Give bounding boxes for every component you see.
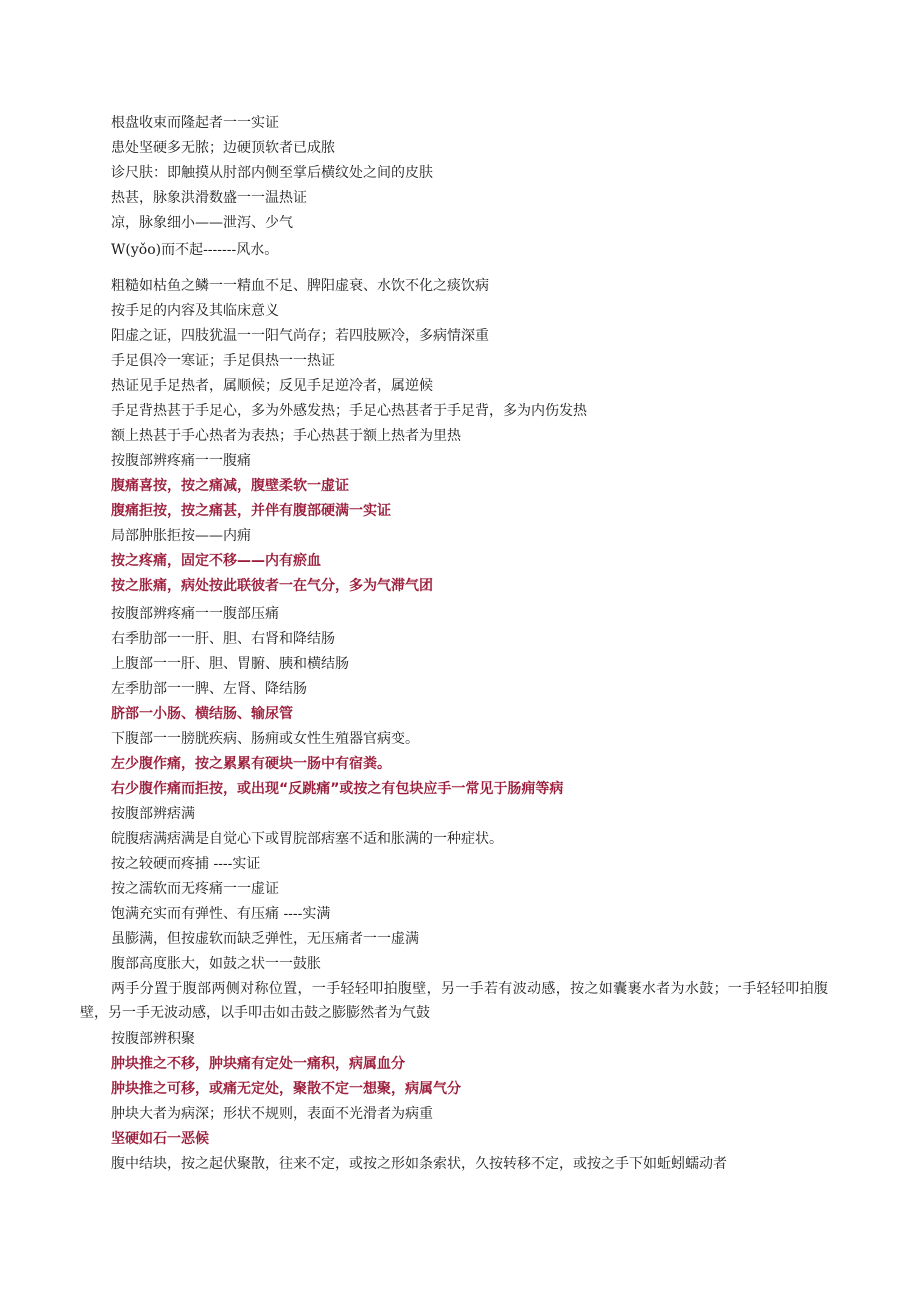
emphasis-line: 脐部一小肠、横结肠、输尿管 xyxy=(111,706,293,722)
text-line: 热甚，脉象洪滑数盛一一温热证 xyxy=(111,190,307,206)
text-line: 右季肋部一一肝、胆、右肾和降结肠 xyxy=(111,631,335,647)
text-line: 患处坚硬多无脓；边硬顶软者已成脓 xyxy=(111,140,335,156)
text-line: 手足俱冷一寒证；手足俱热一一热证 xyxy=(111,353,335,369)
text-line: 手足背热甚于手足心，多为外感发热；手足心热甚者于手足背，多为内伤发热 xyxy=(111,403,587,419)
emphasis-line: 坚硬如石一恶候 xyxy=(111,1131,209,1147)
text-line: 腹中结块，按之起伏聚散，往来不定，或按之形如条索状，久按转移不定，或按之手下如蚯蚓蠕动者 xyxy=(111,1156,727,1172)
text-line: 按腹部辨疼痛一一腹部压痛 xyxy=(111,606,279,622)
text-line: 上腹部一一肝、胆、胃腑、胰和横结肠 xyxy=(111,656,349,672)
text-line: 粗糙如枯鱼之鳞一一精血不足、脾阳虚衰、水饮不化之痰饮病 xyxy=(111,278,489,294)
text-line: 按之较硬而疼捕 ----实证 xyxy=(111,856,261,872)
text-line: 肿块大者为病深；形状不规则，表面不光滑者为病重 xyxy=(111,1106,433,1122)
emphasis-line: 右少腹作痛而拒按，或出现“反跳痛”或按之有包块应手一常见于肠痈等病 xyxy=(111,781,564,797)
text-line: 按手足的内容及其临床意义 xyxy=(111,303,279,319)
text-line: 左季肋部一一脾、左肾、降结肠 xyxy=(111,681,307,697)
text-line: 热证见手足热者，属顺候；反见手足逆冷者，属逆候 xyxy=(111,378,433,394)
emphasis-line: 按之胀痛，病处按此联彼者一在气分，多为气滞气团 xyxy=(111,578,433,594)
text-line: 局部肿胀拒按——内痈 xyxy=(111,528,251,544)
emphasis-line: 腹痛喜按，按之痛减，腹壁柔软一虚证 xyxy=(111,478,349,494)
emphasis-line: 肿块推之可移，或痛无定处，聚散不定一想聚，病属气分 xyxy=(111,1081,461,1097)
text-line: 按腹部辨疼痛一一腹痛 xyxy=(111,453,251,469)
text-line: 腹部高度胀大，如鼓之状一一鼓胀 xyxy=(111,956,321,972)
text-line: 按之濡软而无疼痛一一虚证 xyxy=(111,881,279,897)
text-line: 额上热甚于手心热者为表热；手心热甚于额上热者为里热 xyxy=(111,428,461,444)
text-line: W(yǒo)而不起-------风水。 xyxy=(111,242,279,258)
text-line: 阳虚之证，四肢犹温一一阳气尚存；若四肢厥冷，多病情深重 xyxy=(111,328,489,344)
text-line: 按腹部辨痞满 xyxy=(111,806,195,822)
text-line: 虽膨满，但按虚软而缺乏弹性，无压痛者一一虚满 xyxy=(111,931,419,947)
body-paragraph: 两手分置于腹部两侧对称位置，一手轻轻叩拍腹壁，另一手若有波动感，按之如囊裹水者为水鼓；一手轻轻叩拍腹壁，另一手无波动感，以手叩击如击鼓之膨膨然者为气鼓 xyxy=(80,981,828,1021)
emphasis-line: 肿块推之不移，肿块痛有定处一痛积，病属血分 xyxy=(111,1056,405,1072)
text-line: 按腹部辨积聚 xyxy=(111,1031,195,1047)
emphasis-line: 按之疼痛，固定不移——内有瘀血 xyxy=(111,553,321,569)
text-line: 凉，脉象细小——泄泻、少气 xyxy=(111,215,293,231)
text-line: 根盘收束而隆起者一一实证 xyxy=(111,115,279,131)
emphasis-line: 左少腹作痛，按之累累有硬块一肠中有宿粪。 xyxy=(111,756,391,772)
text-line: 下腹部一一膀胱疾病、肠痈或女性生殖器官病变。 xyxy=(111,731,419,747)
text-line: 皖腹痞满痞满是自觉心下或胃脘部痞塞不适和胀满的一种症状。 xyxy=(111,831,503,847)
text-line: 饱满充实而有弹性、有压痛 ----实满 xyxy=(111,906,331,922)
text-line: 诊尺肤：即触摸从肘部内侧至掌后横纹处之间的皮肤 xyxy=(111,165,433,181)
emphasis-line: 腹痛拒按，按之痛甚，并伴有腹部硬满一实证 xyxy=(111,503,391,519)
